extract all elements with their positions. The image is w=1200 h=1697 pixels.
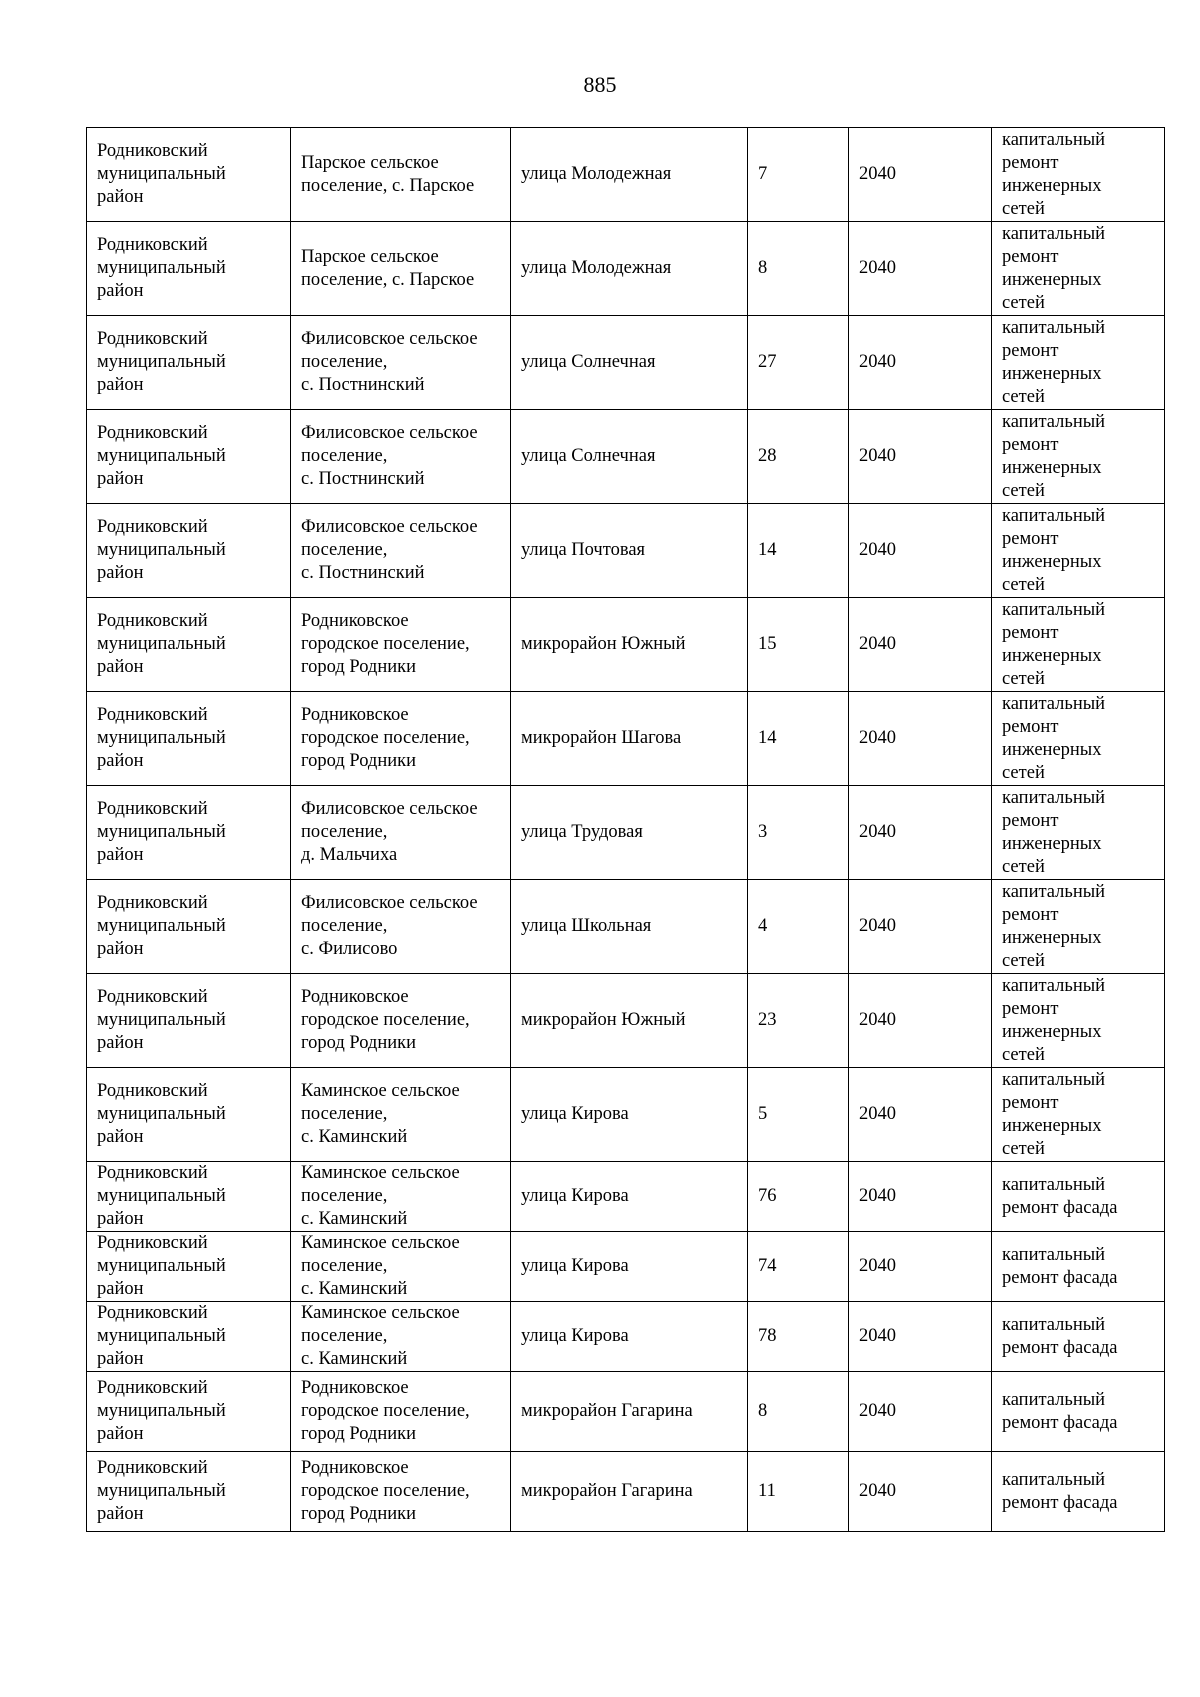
district-cell: Родниковский муниципальный район bbox=[87, 1232, 291, 1302]
table-row bbox=[87, 1372, 1165, 1452]
settlement-cell: Родниковское городское поселение, город Родники bbox=[291, 1452, 511, 1532]
table-row bbox=[87, 504, 1165, 598]
year-cell: 2040 bbox=[849, 128, 992, 222]
table-row bbox=[87, 1068, 1165, 1162]
house-number-cell: 27 bbox=[748, 316, 849, 410]
district-cell: Родниковский муниципальный район bbox=[87, 974, 291, 1068]
street-cell: улица Школьная bbox=[511, 880, 748, 974]
district-cell: Родниковский муниципальный район bbox=[87, 1372, 291, 1452]
street-cell: улица Кирова bbox=[511, 1302, 748, 1372]
house-number-cell: 15 bbox=[748, 598, 849, 692]
table-row bbox=[87, 222, 1165, 316]
district-cell: Родниковский муниципальный район bbox=[87, 1162, 291, 1232]
house-number-cell: 4 bbox=[748, 880, 849, 974]
table-row bbox=[87, 316, 1165, 410]
street-cell: микрорайон Гагарина bbox=[511, 1372, 748, 1452]
district-cell: Родниковский муниципальный район bbox=[87, 786, 291, 880]
district-cell: Родниковский муниципальный район bbox=[87, 410, 291, 504]
table-row bbox=[87, 1452, 1165, 1532]
year-cell: 2040 bbox=[849, 786, 992, 880]
house-number-cell: 3 bbox=[748, 786, 849, 880]
settlement-cell: Филисовское сельское поселение, с. Постнинский bbox=[291, 410, 511, 504]
settlement-cell: Каминское сельское поселение, с. Каминский bbox=[291, 1068, 511, 1162]
year-cell: 2040 bbox=[849, 504, 992, 598]
page-number: 885 bbox=[583, 72, 617, 97]
street-cell: микрорайон Южный bbox=[511, 974, 748, 1068]
district-cell: Родниковский муниципальный район bbox=[87, 880, 291, 974]
street-cell: улица Трудовая bbox=[511, 786, 748, 880]
street-cell: микрорайон Шагова bbox=[511, 692, 748, 786]
settlement-cell: Каминское сельское поселение, с. Каминский bbox=[291, 1302, 511, 1372]
work-type-cell: капитальный ремонт инженерных сетей bbox=[992, 786, 1165, 880]
street-cell: улица Кирова bbox=[511, 1232, 748, 1302]
work-type-cell: капитальный ремонт инженерных сетей bbox=[992, 974, 1165, 1068]
settlement-cell: Каминское сельское поселение, с. Каминский bbox=[291, 1232, 511, 1302]
year-cell: 2040 bbox=[849, 598, 992, 692]
year-cell: 2040 bbox=[849, 692, 992, 786]
house-number-cell: 11 bbox=[748, 1452, 849, 1532]
settlement-cell: Филисовское сельское поселение, с. Филисово bbox=[291, 880, 511, 974]
house-number-cell: 76 bbox=[748, 1162, 849, 1232]
settlement-cell: Филисовское сельское поселение, с. Постнинский bbox=[291, 504, 511, 598]
street-cell: микрорайон Южный bbox=[511, 598, 748, 692]
table-row bbox=[87, 880, 1165, 974]
district-cell: Родниковский муниципальный район bbox=[87, 222, 291, 316]
work-type-cell: капитальный ремонт инженерных сетей bbox=[992, 598, 1165, 692]
year-cell: 2040 bbox=[849, 1302, 992, 1372]
settlement-cell: Филисовское сельское поселение, д. Мальчиха bbox=[291, 786, 511, 880]
district-cell: Родниковский муниципальный район bbox=[87, 1452, 291, 1532]
table-row bbox=[87, 974, 1165, 1068]
street-cell: микрорайон Гагарина bbox=[511, 1452, 748, 1532]
house-number-cell: 7 bbox=[748, 128, 849, 222]
work-type-cell: капитальный ремонт инженерных сетей bbox=[992, 880, 1165, 974]
house-number-cell: 8 bbox=[748, 1372, 849, 1452]
street-cell: улица Кирова bbox=[511, 1162, 748, 1232]
year-cell: 2040 bbox=[849, 974, 992, 1068]
district-cell: Родниковский муниципальный район bbox=[87, 504, 291, 598]
work-type-cell: капитальный ремонт инженерных сетей bbox=[992, 128, 1165, 222]
work-type-cell: капитальный ремонт инженерных сетей bbox=[992, 1068, 1165, 1162]
table-row bbox=[87, 598, 1165, 692]
street-cell: улица Молодежная bbox=[511, 128, 748, 222]
settlement-cell: Родниковское городское поселение, город Родники bbox=[291, 598, 511, 692]
house-number-cell: 28 bbox=[748, 410, 849, 504]
house-number-cell: 14 bbox=[748, 692, 849, 786]
settlement-cell: Каминское сельское поселение, с. Каминский bbox=[291, 1162, 511, 1232]
table-row bbox=[87, 128, 1165, 222]
district-cell: Родниковский муниципальный район bbox=[87, 1068, 291, 1162]
work-type-cell: капитальный ремонт инженерных сетей bbox=[992, 504, 1165, 598]
year-cell: 2040 bbox=[849, 1452, 992, 1532]
street-cell: улица Молодежная bbox=[511, 222, 748, 316]
house-number-cell: 74 bbox=[748, 1232, 849, 1302]
year-cell: 2040 bbox=[849, 316, 992, 410]
district-cell: Родниковский муниципальный район bbox=[87, 1302, 291, 1372]
work-type-cell: капитальный ремонт фасада bbox=[992, 1302, 1165, 1372]
table-row bbox=[87, 1162, 1165, 1232]
house-number-cell: 23 bbox=[748, 974, 849, 1068]
settlement-cell: Родниковское городское поселение, город Родники bbox=[291, 974, 511, 1068]
work-type-cell: капитальный ремонт фасада bbox=[992, 1232, 1165, 1302]
work-type-cell: капитальный ремонт инженерных сетей bbox=[992, 222, 1165, 316]
year-cell: 2040 bbox=[849, 1162, 992, 1232]
work-type-cell: капитальный ремонт фасада bbox=[992, 1162, 1165, 1232]
street-cell: улица Почтовая bbox=[511, 504, 748, 598]
settlement-cell: Парское сельское поселение, с. Парское bbox=[291, 128, 511, 222]
district-cell: Родниковский муниципальный район bbox=[87, 128, 291, 222]
settlement-cell: Филисовское сельское поселение, с. Постнинский bbox=[291, 316, 511, 410]
work-type-cell: капитальный ремонт фасада bbox=[992, 1372, 1165, 1452]
year-cell: 2040 bbox=[849, 410, 992, 504]
table-row bbox=[87, 410, 1165, 504]
street-cell: улица Солнечная bbox=[511, 316, 748, 410]
table-row bbox=[87, 786, 1165, 880]
repair-schedule-table bbox=[86, 127, 1165, 1532]
house-number-cell: 78 bbox=[748, 1302, 849, 1372]
settlement-cell: Родниковское городское поселение, город Родники bbox=[291, 692, 511, 786]
district-cell: Родниковский муниципальный район bbox=[87, 598, 291, 692]
work-type-cell: капитальный ремонт инженерных сетей bbox=[992, 316, 1165, 410]
work-type-cell: капитальный ремонт инженерных сетей bbox=[992, 692, 1165, 786]
work-type-cell: капитальный ремонт фасада bbox=[992, 1452, 1165, 1532]
settlement-cell: Родниковское городское поселение, город Родники bbox=[291, 1372, 511, 1452]
street-cell: улица Кирова bbox=[511, 1068, 748, 1162]
table-row bbox=[87, 692, 1165, 786]
year-cell: 2040 bbox=[849, 222, 992, 316]
house-number-cell: 5 bbox=[748, 1068, 849, 1162]
table-row bbox=[87, 1302, 1165, 1372]
year-cell: 2040 bbox=[849, 1372, 992, 1452]
year-cell: 2040 bbox=[849, 1068, 992, 1162]
settlement-cell: Парское сельское поселение, с. Парское bbox=[291, 222, 511, 316]
district-cell: Родниковский муниципальный район bbox=[87, 692, 291, 786]
work-type-cell: капитальный ремонт инженерных сетей bbox=[992, 410, 1165, 504]
house-number-cell: 14 bbox=[748, 504, 849, 598]
district-cell: Родниковский муниципальный район bbox=[87, 316, 291, 410]
year-cell: 2040 bbox=[849, 1232, 992, 1302]
street-cell: улица Солнечная bbox=[511, 410, 748, 504]
house-number-cell: 8 bbox=[748, 222, 849, 316]
year-cell: 2040 bbox=[849, 880, 992, 974]
table-row bbox=[87, 1232, 1165, 1302]
